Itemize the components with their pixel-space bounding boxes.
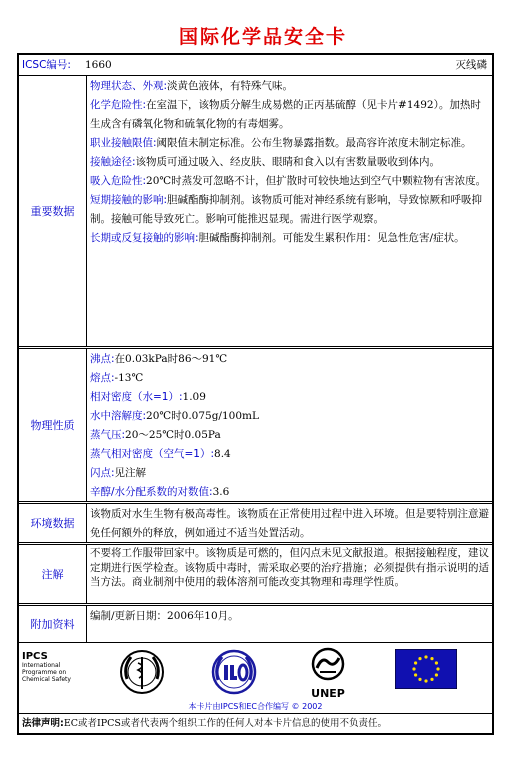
item-key: 接触途径: — [90, 156, 136, 168]
eu-star — [414, 661, 417, 664]
ipcs-line: Programme on — [22, 669, 67, 676]
item-text: 在0.03kPa时86～91℃ — [114, 353, 228, 365]
footer-logos — [19, 642, 492, 715]
icsc-label: ICSC编号: — [22, 59, 71, 71]
item-key: 吸入危险性: — [90, 175, 147, 187]
chemical-name: 灭线磷 — [455, 59, 487, 71]
section-notes — [19, 545, 492, 603]
section-content — [87, 76, 492, 346]
item-text: 胆碱酯酶抑制剂。该物质可能对神经系统有影响，导致惊厥和呼吸抑制。接触可能导致死亡。影响可能推迟显现。需进行医学观察。 — [90, 194, 483, 225]
item-text: 20℃时蒸发可忽略不计，但扩散时可较快地达到空气中颗粒物有害浓度。 — [146, 175, 487, 187]
data-item — [90, 426, 489, 445]
legal-notice — [19, 713, 492, 733]
item-text: 见注解 — [114, 467, 147, 479]
data-item — [90, 483, 489, 502]
section-content — [87, 606, 492, 642]
data-item — [90, 229, 489, 248]
ipcs-line: International — [22, 662, 61, 669]
eu-star — [414, 673, 417, 676]
section-label: 注解 — [19, 545, 87, 603]
ipcs-title: IPCS — [22, 651, 48, 662]
icsc-number: 1660 — [85, 59, 112, 71]
item-key: 闪点: — [90, 467, 115, 479]
data-item — [90, 445, 489, 464]
ipcs-block — [22, 651, 71, 683]
who-logo-icon — [117, 647, 167, 697]
environment-text: 该物质对水生生物有极高毒性。该物质在正常使用过程中进入环境。但是要特别注意避免任何额外的释放，例如通过不适当处置活动。 — [90, 508, 489, 539]
notes-text: 不要将工作服带回家中。该物质是可燃的，但闪点未见文献报道。根据接触程度，建议定期进行医学检查。该物质中毒时，需采取必要的治疗措施；必须提供有指示说明的适当方法。商业制剂中使用的载体溶剂可能改变其物理和毒理学性质。 — [90, 547, 489, 588]
item-key: 蒸气相对密度（空气=1）: — [90, 448, 215, 460]
data-item — [90, 172, 489, 191]
legal-text: EC或者IPCS或者代表两个组织工作的任何人对本卡片信息的使用不负责任。 — [63, 718, 387, 729]
eu-star — [418, 678, 421, 681]
item-text: 20℃时0.075g/100mL — [146, 410, 259, 422]
eu-star — [424, 679, 427, 682]
section-label: 附加资料 — [19, 606, 87, 642]
section-physical — [19, 349, 492, 501]
eu-star — [430, 657, 433, 660]
eu-flag-icon — [395, 649, 457, 689]
section-label: 环境数据 — [19, 504, 87, 542]
unep-label: UNEP — [311, 687, 345, 700]
item-key: 蒸气压: — [90, 429, 126, 441]
item-key: 熔点: — [90, 372, 115, 384]
eu-star — [424, 655, 427, 658]
item-key: 化学危险性: — [90, 99, 147, 111]
item-key: 相对密度（水=1）: — [90, 391, 183, 403]
item-key: 物理状态、外观: — [90, 80, 168, 92]
data-item — [90, 388, 489, 407]
item-key: 沸点: — [90, 353, 115, 365]
item-key: 职业接触限值: — [90, 137, 157, 149]
section-content — [87, 504, 492, 542]
eu-star — [430, 678, 433, 681]
data-item — [90, 350, 489, 369]
eu-star — [412, 667, 415, 670]
safety-card — [17, 53, 494, 735]
section-label: 物理性质 — [19, 349, 87, 501]
item-text: 胆碱酯酶抑制剂。可能发生累积作用：见急性危害/症状。 — [198, 232, 465, 244]
data-item — [90, 464, 489, 483]
legal-label: 法律声明: — [22, 718, 64, 729]
data-item — [90, 191, 489, 229]
item-text: 淡黄色液体，有特殊气味。 — [167, 80, 294, 92]
item-text: 该物质可通过吸入、经皮肤、眼睛和食入以有害数量吸收到体内。 — [135, 156, 441, 168]
item-key: 长期或反复接触的影响: — [90, 232, 199, 244]
section-label: 重要数据 — [19, 76, 87, 346]
ilo-logo-icon — [209, 647, 259, 697]
item-key: 短期接触的影响: — [90, 194, 168, 206]
data-item — [90, 134, 489, 153]
section-content — [87, 545, 492, 603]
eu-star — [418, 657, 421, 660]
eu-star — [436, 667, 439, 670]
section-important — [19, 76, 492, 346]
item-text: -13℃ — [114, 372, 144, 384]
item-text: 1.09 — [182, 391, 206, 403]
unep-logo-icon — [304, 646, 352, 688]
additional-text: 编制/更新日期：2006年10月。 — [90, 610, 239, 622]
item-text: 在室温下，该物质分解生成易燃的正丙基硫醇（见卡片#1492）。加热时生成含有磷氧化物和硫氧化物的有毒烟雾。 — [90, 99, 481, 130]
data-item — [90, 153, 489, 172]
item-text: 阈限值未制定标准。公布生物暴露指数。最高容许浓度未制定标准。 — [156, 137, 472, 149]
item-text: 20～25℃时0.05Pa — [125, 429, 221, 441]
section-additional — [19, 606, 492, 642]
page-title: 国际化学品安全卡 — [178, 26, 347, 48]
ipcs-line: Chemical Safety — [22, 676, 71, 683]
data-item — [90, 407, 489, 426]
section-content — [87, 349, 492, 501]
data-item — [90, 369, 489, 388]
item-key: 水中溶解度: — [90, 410, 147, 422]
footer-caption: 本卡片由IPCS和EC合作编写 © 2002 — [188, 702, 323, 711]
data-item — [90, 77, 489, 96]
card-header — [19, 55, 492, 76]
item-key: 辛醇/水分配系数的对数值: — [90, 486, 213, 498]
item-text: 8.4 — [214, 448, 231, 460]
eu-star — [435, 661, 438, 664]
eu-star — [435, 673, 438, 676]
section-environment — [19, 504, 492, 542]
data-item — [90, 96, 489, 134]
item-text: 3.6 — [212, 486, 230, 498]
